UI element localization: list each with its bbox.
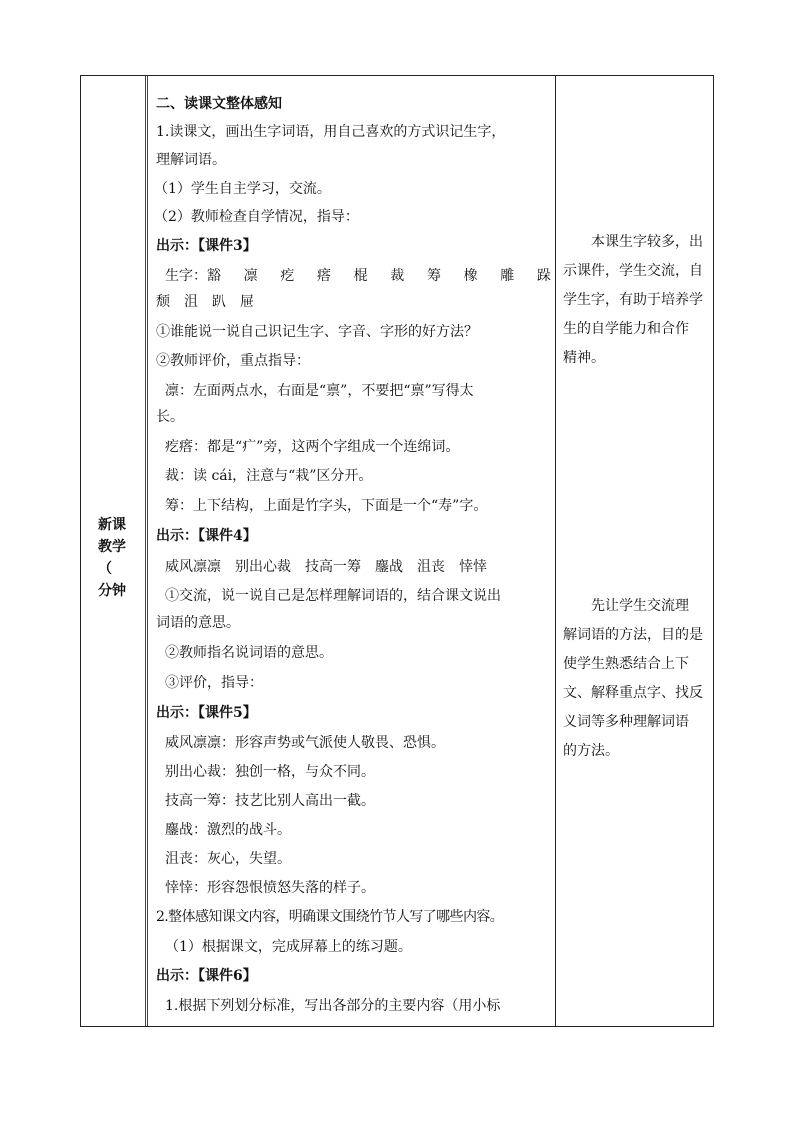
content-line: 筹：上下结构，上面是竹字头，下面是一个“寿”字。 xyxy=(165,498,488,514)
content-line: 裁：读 cái，注意与“栽”区分开。 xyxy=(165,468,373,484)
design-note xyxy=(563,228,711,373)
note-line: 先让学生交流理 xyxy=(563,598,689,614)
content-line: 词语的意思。 xyxy=(156,615,240,631)
content-line: ②教师指名说词语的意思。 xyxy=(165,645,333,661)
character-item: 生字：豁 xyxy=(165,268,221,284)
notes-cell xyxy=(557,76,714,1026)
character-item: 裁 xyxy=(390,268,405,284)
content-line: 凛：左面两点水，右面是“禀”，不要把“禀”写得太 xyxy=(165,383,474,399)
note-line: 示课件，学生交流，自 xyxy=(563,263,703,279)
content-line: 技高一筹：技艺比别人高出一截。 xyxy=(165,793,375,809)
courseware-label: 出示：【课件3】 xyxy=(156,238,257,254)
vocabulary-row: 威风凛凛 别出心裁 技高一筹 鏖战 沮丧 悻悻 xyxy=(165,559,487,575)
new-characters-row-2: 颓 沮 趴 屉 xyxy=(156,294,254,310)
content-line: 别出心裁：独创一格，与众不同。 xyxy=(165,764,375,780)
note-line: 精神。 xyxy=(563,350,605,366)
courseware-label: 出示：【课件5】 xyxy=(156,705,257,721)
character-item: 棍 xyxy=(353,268,368,284)
note-line: 文、解释重点字、找反 xyxy=(563,685,703,701)
courseware-label: 出示：【课件4】 xyxy=(156,528,257,544)
character-item: 橡 xyxy=(463,268,478,284)
content-line: （2）教师检查自学情况，指导： xyxy=(154,209,359,225)
content-line: 长。 xyxy=(156,409,184,425)
content-line: 威风凛凛：形容声势或气派使人敬畏、恐惧。 xyxy=(165,735,445,751)
section-heading: 二、读课文整体感知 xyxy=(156,96,282,112)
stage-cell xyxy=(80,76,146,1026)
character-item: 跺 xyxy=(536,268,551,284)
lesson-table xyxy=(80,75,714,1027)
content-line: 悻悻：形容怨恨愤怒失落的样子。 xyxy=(165,880,375,896)
character-item: 瘩 xyxy=(316,268,331,284)
content-line: ③评价，指导： xyxy=(165,675,263,691)
character-item: 雕 xyxy=(500,268,515,284)
note-line: 学生字，有助于培养学 xyxy=(563,292,703,308)
content-line: 鏖战：激烈的战斗。 xyxy=(165,822,291,838)
content-line: 理解词语。 xyxy=(156,152,226,168)
content-line: 1.根据下列划分标准，写出各部分的主要内容（用小标 xyxy=(165,998,501,1014)
design-note xyxy=(563,592,711,766)
content-line: ①交流，说一说自己是怎样理解词语的，结合课文说出 xyxy=(165,588,501,604)
courseware-label: 出示：【课件6】 xyxy=(156,968,257,984)
content-line: （1）根据课文，完成屏幕上的练习题。 xyxy=(165,939,412,955)
note-line: 解词语的方法，目的是 xyxy=(563,627,703,643)
content-line: ①谁能说一说自己识记生字、字音、字形的好方法？ xyxy=(156,324,478,340)
note-line: 生的自学能力和合作 xyxy=(563,321,689,337)
content-line: 沮丧：灰心，失望。 xyxy=(165,851,291,867)
character-item: 疙 xyxy=(280,268,295,284)
note-line: 义词等多种理解词语 xyxy=(563,714,689,730)
content-line: 疙瘩：都是“疒”旁，这两个字组成一个连绵词。 xyxy=(165,439,460,455)
new-characters-row xyxy=(165,266,551,286)
content-line: 2.整体感知课文内容，明确课文围绕竹节人写了哪些内容。 xyxy=(156,909,504,925)
note-line: 本课生字较多，出 xyxy=(563,234,703,250)
content-line: ②教师评价，重点指导： xyxy=(156,353,310,369)
content-line: （1）学生自主学习，交流。 xyxy=(154,181,331,197)
character-item: 凛 xyxy=(243,268,258,284)
stage-label: 新课 教学 （ 分钟 xyxy=(98,517,126,599)
content-line: 1.读课文，画出生字词语，用自己喜欢的方式识记生字， xyxy=(156,124,506,140)
table-divider-2 xyxy=(555,76,556,1026)
note-line: 使学生熟悉结合上下 xyxy=(563,656,689,672)
content-cell xyxy=(149,76,555,1026)
character-item: 筹 xyxy=(426,268,441,284)
note-line: 的方法。 xyxy=(563,743,619,759)
